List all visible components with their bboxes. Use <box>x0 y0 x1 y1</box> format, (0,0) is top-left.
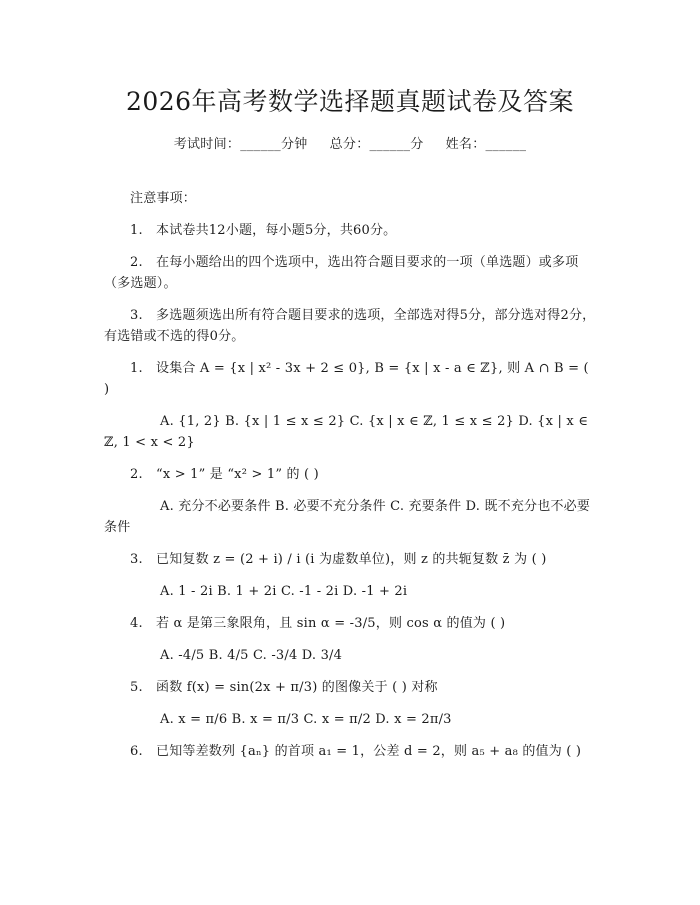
exam-score-field: 总分：______分 <box>329 137 424 152</box>
notice-item-2: 2. 在每小题给出的四个选项中，选出符合题目要求的一项（单选题）或多项（多选题）。 <box>104 255 579 291</box>
exam-name-field: 姓名：______ <box>445 137 527 152</box>
exam-meta <box>0 133 700 152</box>
question-1-options: A. {1, 2} B. {x | 1 ≤ x ≤ 2} C. {x | x ∈ ℤ, 1 ≤ x ≤ 2} D. {x | x ∈ ℤ, 1 < x < 2} <box>104 414 589 450</box>
question-4-options: A. -4/5 B. 4/5 C. -3/4 D. 3/4 <box>160 648 343 663</box>
question-4-stem: 4. 若 α 是第三象限角，且 sin α = -3/5，则 cos α 的值为 ( ) <box>130 616 506 631</box>
exam-content <box>104 188 596 773</box>
exam-time-field: 考试时间：______分钟 <box>173 137 308 152</box>
question-6-stem: 6. 已知等差数列 {aₙ} 的首项 a₁ = 1，公差 d = 2，则 a₅ + a₈ 的值为 ( ) <box>130 744 582 759</box>
question-2-options: A. 充分不必要条件 B. 必要不充分条件 C. 充要条件 D. 既不充分也不必要条件 <box>104 499 591 535</box>
question-5-options: A. x = π/6 B. x = π/3 C. x = π/2 D. x = 2π/3 <box>160 712 452 727</box>
question-3-options: A. 1 - 2i B. 1 + 2i C. -1 - 2i D. -1 + 2i <box>160 584 408 599</box>
notice-item-3: 3. 多选题须选出所有符合题目要求的选项，全部选对得5分，部分选对得2分，有选错或不选的得0分。 <box>104 308 596 344</box>
question-3-stem: 3. 已知复数 z = (2 + i) / i (i 为虚数单位)，则 z 的共轭复数 z̄ 为 ( ) <box>130 552 547 567</box>
notice-heading: 注意事项： <box>130 191 197 206</box>
exam-title: 2026年高考数学选择题真题试卷及答案 <box>125 87 575 116</box>
question-1-stem: 1. 设集合 A = {x | x² - 3x + 2 ≤ 0}, B = {x | x - a ∈ ℤ}, 则 A ∩ B = ( ) <box>104 361 589 397</box>
notice-item-1: 1. 本试卷共12小题，每小题5分，共60分。 <box>130 223 397 238</box>
question-5-stem: 5. 函数 f(x) = sin(2x + π/3) 的图像关于 ( ) 对称 <box>130 680 438 695</box>
question-2-stem: 2. “x > 1” 是 “x² > 1” 的 ( ) <box>130 467 319 482</box>
